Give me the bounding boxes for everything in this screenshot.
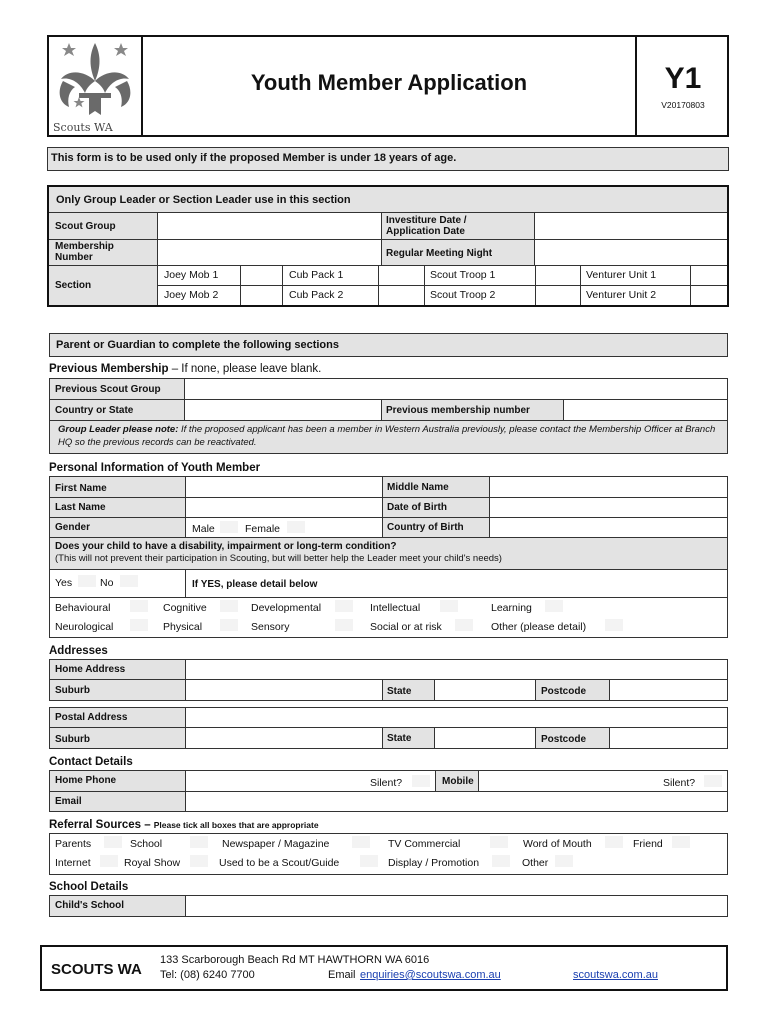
- form-code: Y1: [664, 62, 702, 95]
- label-home-address: Home Address: [55, 664, 126, 675]
- checkbox-intellectual[interactable]: [440, 600, 458, 612]
- checkbox-word-of-mouth[interactable]: [605, 836, 623, 848]
- home-address-field[interactable]: [186, 660, 727, 679]
- label-postal-postcode: Postcode: [541, 734, 587, 745]
- option-venturer-unit-1: Venturer Unit 1: [586, 269, 657, 281]
- postal-suburb-field[interactable]: [186, 728, 381, 748]
- disability-yes: Yes: [55, 577, 73, 589]
- condition-social: Social or at risk: [370, 621, 442, 633]
- footer-website-link[interactable]: scoutswa.com.au: [573, 969, 658, 981]
- personal-title: Personal Information of Youth Member: [49, 462, 261, 474]
- email-field[interactable]: [186, 792, 727, 811]
- label-middle-name: Middle Name: [387, 482, 449, 493]
- option-cub-pack-1: Cub Pack 1: [289, 269, 344, 281]
- if-yes-label: If YES, please detail below: [192, 579, 318, 590]
- label-first-name: First Name: [55, 483, 107, 494]
- checkbox-internet[interactable]: [100, 855, 118, 867]
- checkbox-other-referral[interactable]: [555, 855, 573, 867]
- checkbox-parents[interactable]: [104, 836, 122, 848]
- condition-intellectual: Intellectual: [370, 602, 421, 614]
- meeting-night-field[interactable]: [535, 240, 727, 265]
- page-title: Youth Member Application: [250, 70, 528, 95]
- addresses-title: Addresses: [49, 645, 108, 657]
- disability-subtext: (This will not prevent their participation in Scouting, but will better help the Leader meet your child's needs): [55, 553, 502, 564]
- checkbox-sensory[interactable]: [335, 619, 353, 631]
- label-childs-school: Child's School: [55, 900, 125, 911]
- label-investiture: Investiture Date / Application Date: [386, 215, 467, 237]
- country-of-birth-field[interactable]: [490, 518, 727, 537]
- checkbox-mobile-silent[interactable]: [704, 775, 722, 787]
- checkbox-friend[interactable]: [672, 836, 690, 848]
- referral-word-of-mouth: Word of Mouth: [523, 838, 592, 850]
- leader-note: [58, 423, 718, 449]
- condition-developmental: Developmental: [251, 602, 322, 614]
- checkbox-cub-pack-1[interactable]: [379, 266, 423, 285]
- disability-question: Does your child to have a disability, impairment or long-term condition?: [55, 541, 397, 552]
- referral-friend: Friend: [633, 838, 663, 850]
- checkbox-joey-mob-1[interactable]: [241, 266, 281, 285]
- label-meeting-night: Regular Meeting Night: [386, 248, 493, 259]
- condition-cognitive: Cognitive: [163, 602, 207, 614]
- footer-email-link[interactable]: enquiries@scoutswa.com.au: [360, 969, 501, 981]
- checkbox-cognitive[interactable]: [220, 600, 238, 612]
- checkbox-no[interactable]: [120, 575, 138, 587]
- gender-male: Male: [192, 523, 215, 535]
- postcode-field[interactable]: [610, 680, 727, 700]
- checkbox-behavioural[interactable]: [130, 600, 148, 612]
- checkbox-scout-troop-2[interactable]: [536, 286, 579, 305]
- condition-physical: Physical: [163, 621, 203, 633]
- checkbox-male[interactable]: [220, 521, 238, 533]
- previous-membership-number-field[interactable]: [564, 400, 727, 420]
- checkbox-physical[interactable]: [220, 619, 238, 631]
- referral-used-to-be-scout: Used to be a Scout/Guide: [219, 857, 340, 869]
- postal-postcode-field[interactable]: [610, 728, 727, 748]
- notice-text: This form is to be used only if the proposed Member is under 18 years of age.: [51, 152, 457, 164]
- contact-title: Contact Details: [49, 756, 133, 768]
- checkbox-female[interactable]: [287, 521, 305, 533]
- scout-group-field[interactable]: [158, 213, 380, 239]
- condition-other: Other (please detail): [491, 621, 587, 633]
- referral-school: School: [130, 838, 163, 850]
- checkbox-royal-show[interactable]: [190, 855, 208, 867]
- condition-learning: Learning: [491, 602, 532, 614]
- home-phone-field[interactable]: [186, 771, 366, 791]
- parent-heading: Parent or Guardian to complete the following sections: [56, 339, 339, 351]
- label-country-of-birth: Country of Birth: [387, 522, 464, 533]
- checkbox-tv[interactable]: [490, 836, 508, 848]
- state-field[interactable]: [435, 680, 534, 700]
- checkbox-display[interactable]: [492, 855, 510, 867]
- checkbox-other[interactable]: [605, 619, 623, 631]
- mobile-field[interactable]: [479, 771, 659, 791]
- postal-address-field[interactable]: [186, 708, 727, 727]
- checkbox-venturer-unit-1[interactable]: [691, 266, 727, 285]
- label-postal-address: Postal Address: [55, 712, 128, 723]
- membership-number-field[interactable]: [158, 240, 380, 265]
- checkbox-home-silent[interactable]: [412, 775, 430, 787]
- checkbox-developmental[interactable]: [335, 600, 353, 612]
- mobile-silent: Silent?: [663, 777, 696, 789]
- referral-subtitle: Please tick all boxes that are appropriate: [153, 820, 319, 830]
- referral-display: Display / Promotion: [388, 857, 480, 869]
- label-postal-state: State: [387, 733, 412, 744]
- leader-note-text: If the proposed applicant has been a member in Western Australia previously, please contact the Membership Officer at Branch HQ so the previous records can be reactivated.: [58, 424, 716, 448]
- checkbox-social[interactable]: [455, 619, 473, 631]
- referral-parents: Parents: [55, 838, 92, 850]
- label-membership-number: Membership Number: [55, 241, 114, 263]
- childs-school-field[interactable]: [186, 896, 727, 916]
- label-scout-group: Scout Group: [55, 221, 116, 232]
- investiture-field[interactable]: [535, 213, 727, 239]
- checkbox-venturer-unit-2[interactable]: [691, 286, 727, 305]
- label-postcode: Postcode: [541, 686, 587, 697]
- previous-title: Previous Membership: [49, 363, 169, 375]
- disability-no: No: [100, 577, 114, 589]
- checkbox-newspaper[interactable]: [352, 836, 370, 848]
- referral-internet: Internet: [55, 857, 91, 869]
- referral-title: Referral Sources –: [49, 819, 151, 831]
- postal-state-field[interactable]: [435, 728, 534, 748]
- date-of-birth-field[interactable]: [490, 498, 727, 517]
- school-title: School Details: [49, 881, 129, 893]
- country-state-field[interactable]: [185, 400, 380, 420]
- referral-other: Other: [522, 857, 549, 869]
- label-last-name: Last Name: [55, 502, 106, 513]
- leader-heading: Only Group Leader or Section Leader use in this section: [56, 194, 351, 206]
- label-state: State: [387, 686, 412, 697]
- label-section: Section: [55, 280, 92, 291]
- first-name-field[interactable]: [186, 477, 381, 497]
- previous-scout-group-field[interactable]: [185, 379, 727, 399]
- form-version: V20170803: [661, 100, 705, 110]
- label-postal-suburb: Suburb: [55, 734, 90, 745]
- option-joey-mob-1: Joey Mob 1: [164, 269, 219, 281]
- option-scout-troop-2: Scout Troop 2: [430, 289, 496, 301]
- scouts-logo: [49, 37, 141, 135]
- checkbox-cub-pack-2[interactable]: [379, 286, 423, 305]
- label-mobile: Mobile: [442, 776, 474, 787]
- referral-newspaper: Newspaper / Magazine: [222, 838, 330, 850]
- checkbox-used-to-be-scout[interactable]: [360, 855, 378, 867]
- label-home-phone: Home Phone: [55, 775, 117, 786]
- referral-royal-show: Royal Show: [124, 857, 181, 869]
- label-previous-scout-group: Previous Scout Group: [55, 384, 161, 395]
- checkbox-joey-mob-2[interactable]: [241, 286, 281, 305]
- gender-female: Female: [245, 523, 281, 535]
- label-suburb: Suburb: [55, 685, 90, 696]
- checkbox-school[interactable]: [190, 836, 208, 848]
- middle-name-field[interactable]: [490, 477, 727, 497]
- suburb-field[interactable]: [186, 680, 381, 700]
- label-gender: Gender: [55, 522, 91, 533]
- label-date-of-birth: Date of Birth: [387, 502, 447, 513]
- footer-org: SCOUTS WA: [51, 961, 142, 978]
- option-joey-mob-2: Joey Mob 2: [164, 289, 219, 301]
- condition-sensory: Sensory: [251, 621, 290, 633]
- option-venturer-unit-2: Venturer Unit 2: [586, 289, 657, 301]
- referral-tv: TV Commercial: [388, 838, 461, 850]
- checkbox-neurological[interactable]: [130, 619, 148, 631]
- checkbox-scout-troop-1[interactable]: [536, 266, 579, 285]
- leader-note-label: Group Leader please note:: [58, 424, 179, 435]
- checkbox-learning[interactable]: [545, 600, 563, 612]
- footer-box: [40, 945, 728, 991]
- footer-email-label: Email: [328, 969, 356, 981]
- previous-subtitle: – If none, please leave blank.: [168, 363, 322, 375]
- logo-text: Scouts WA: [53, 121, 113, 134]
- option-cub-pack-2: Cub Pack 2: [289, 289, 344, 301]
- condition-behavioural: Behavioural: [55, 602, 111, 614]
- label-email: Email: [55, 796, 82, 807]
- last-name-field[interactable]: [186, 498, 381, 517]
- footer-address: 133 Scarborough Beach Rd MT HAWTHORN WA 6016: [160, 954, 430, 966]
- checkbox-yes[interactable]: [78, 575, 96, 587]
- label-country-state: Country or State: [55, 405, 134, 416]
- condition-neurological: Neurological: [55, 621, 114, 633]
- home-phone-silent: Silent?: [370, 777, 403, 789]
- option-scout-troop-1: Scout Troop 1: [430, 269, 496, 281]
- footer-tel: Tel: (08) 6240 7700: [160, 969, 255, 981]
- label-previous-membership-number: Previous membership number: [386, 405, 530, 416]
